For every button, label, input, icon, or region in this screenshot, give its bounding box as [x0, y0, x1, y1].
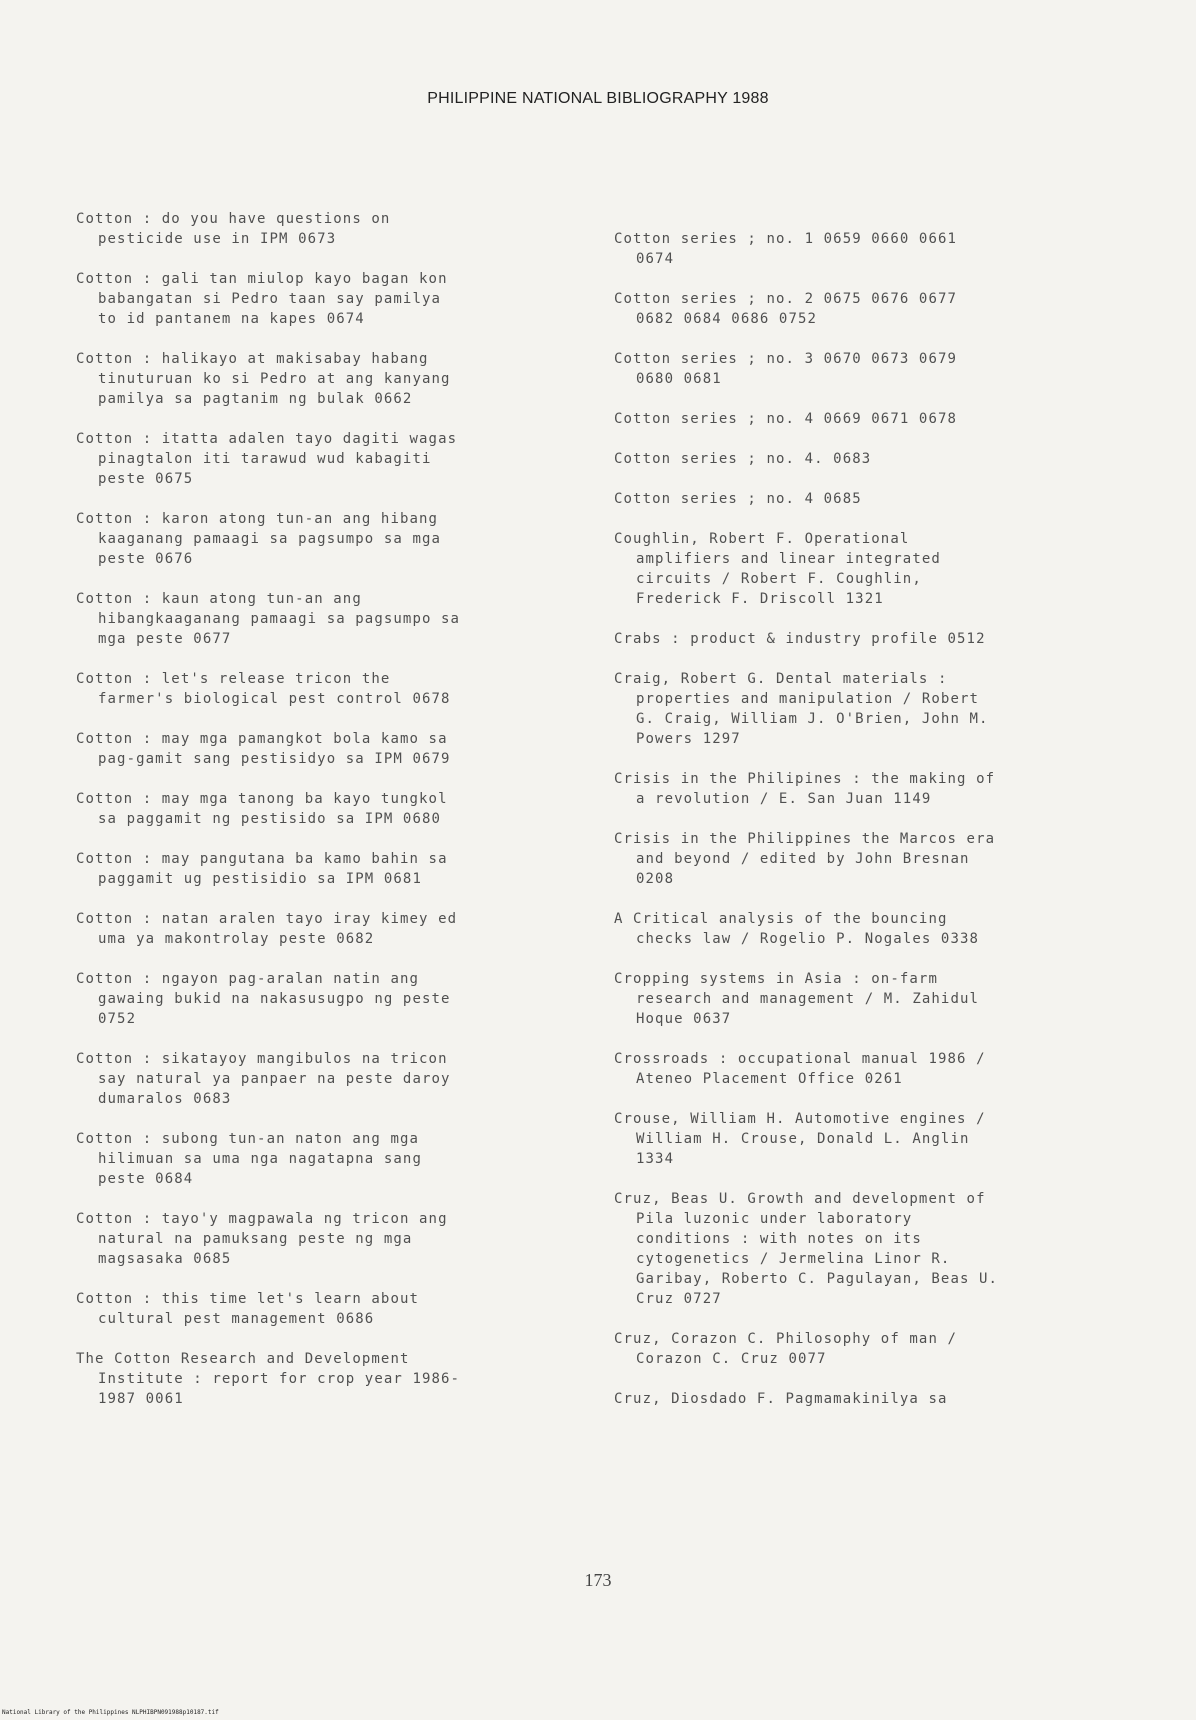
bibliography-entry: Cruz, Diosdado F. Pagmamakinilya sa [614, 1391, 948, 1407]
bibliography-entry: Cotton : subong tun-an naton ang mga hilimuan sa uma nga nagatapna sang peste 0684 [76, 1131, 422, 1187]
bibliography-entry: Cotton series ; no. 1 0659 0660 0661 0674 [614, 231, 958, 267]
bibliography-entry: Cotton : itatta adalen tayo dagiti wagas pinagtalon iti tarawud wud kabagiti peste 0675 [76, 431, 458, 487]
page-header: PHILIPPINE NATIONAL BIBLIOGRAPHY 1988 [427, 90, 769, 107]
bibliography-entry: Cotton : this time let's learn about cultural pest management 0686 [76, 1291, 420, 1327]
bibliography-entry: Cotton : kaun atong tun-an ang hibangkaaganang pamaagi sa pagsumpo sa mga peste 0677 [76, 591, 461, 647]
right-column [614, 229, 1109, 1429]
bibliography-entry: Cotton : gali tan miulop kayo bagan kon babangatan si Pedro taan say pamilya to id pantanem na kapes 0674 [76, 271, 448, 327]
bibliography-entry: Cotton : may mga pamangkot bola kamo sa pag-gamit sang pestisidyo sa IPM 0679 [76, 731, 451, 767]
bibliography-entry: Cruz, Beas U. Growth and development of Pila luzonic under laboratory conditions : with notes on its cytogenetics / Jermelina Linor R. Garibay, Roberto C. Pagulayan, Beas U. Cruz 0727 [614, 1191, 999, 1307]
bibliography-entry: Cotton series ; no. 4. 0683 [614, 451, 872, 467]
bibliography-entry: Cropping systems in Asia : on-farm research and management / M. Zahidul Hoque 0637 [614, 971, 980, 1027]
bibliography-entry: Crouse, William H. Automotive engines / William H. Crouse, Donald L. Anglin 1334 [614, 1111, 986, 1167]
bibliography-entry: Cotton : ngayon pag-aralan natin ang gawaing bukid na nakasusugpo ng peste 0752 [76, 971, 451, 1027]
bibliography-entry: Cotton series ; no. 3 0670 0673 0679 0680 0681 [614, 351, 958, 387]
bibliography-entry: Cotton series ; no. 2 0675 0676 0677 0682 0684 0686 0752 [614, 291, 958, 327]
bibliography-entry: Cruz, Corazon C. Philosophy of man / Corazon C. Cruz 0077 [614, 1331, 958, 1367]
bibliography-entry: Cotton : let's release tricon the farmer's biological pest control 0678 [76, 671, 451, 707]
bibliography-entry: Cotton series ; no. 4 0685 [614, 491, 862, 507]
bibliography-entry: Cotton : tayo'y magpawala ng tricon ang natural na pamuksang peste ng mga magsasaka 0685 [76, 1211, 448, 1267]
bibliography-entry: Cotton : karon atong tun-an ang hibang kaaganang pamaagi sa pagsumpo sa mga peste 0676 [76, 511, 442, 567]
left-column [76, 209, 571, 1429]
bibliography-entry: Crabs : product & industry profile 0512 [614, 631, 986, 647]
scan-footer: National Library of the Philippines NLPHIBPN091988p10187.tif [2, 1709, 219, 1716]
bibliography-entry: A Critical analysis of the bouncing checks law / Rogelio P. Nogales 0338 [614, 911, 980, 947]
bibliography-entry: Cotton : do you have questions on pesticide use in IPM 0673 [76, 211, 391, 247]
bibliography-entry: Cotton series ; no. 4 0669 0671 0678 [614, 411, 958, 427]
bibliography-entry: Crisis in the Philipines : the making of a revolution / E. San Juan 1149 [614, 771, 996, 807]
page-number: 173 [584, 1570, 612, 1590]
bibliography-entry: Cotton : may pangutana ba kamo bahin sa paggamit ug pestisidio sa IPM 0681 [76, 851, 448, 887]
bibliography-entry: Coughlin, Robert F. Operational amplifiers and linear integrated circuits / Robert F. Coughlin, Frederick F. Driscoll 1321 [614, 531, 941, 607]
bibliography-entry: Cotton : may mga tanong ba kayo tungkol sa paggamit ng pestisido sa IPM 0680 [76, 791, 448, 827]
bibliography-entry: Craig, Robert G. Dental materials : properties and manipulation / Robert G. Craig, William J. O'Brien, John M. Powers 1297 [614, 671, 989, 747]
bibliography-entry: Cotton : sikatayoy mangibulos na tricon say natural ya panpaer na peste daroy dumaralos 0683 [76, 1051, 451, 1107]
bibliography-entry: Cotton : natan aralen tayo iray kimey ed uma ya makontrolay peste 0682 [76, 911, 458, 947]
bibliography-entry: Cotton : halikayo at makisabay habang tinuturuan ko si Pedro at ang kanyang pamilya sa pagtanim ng bulak 0662 [76, 351, 451, 407]
bibliography-entry: Crossroads : occupational manual 1986 / Ateneo Placement Office 0261 [614, 1051, 986, 1087]
bibliography-entry: Crisis in the Philippines the Marcos era and beyond / edited by John Bresnan 0208 [614, 831, 996, 887]
bibliography-entry: The Cotton Research and Development Institute : report for crop year 1986- 1987 0061 [76, 1351, 461, 1407]
